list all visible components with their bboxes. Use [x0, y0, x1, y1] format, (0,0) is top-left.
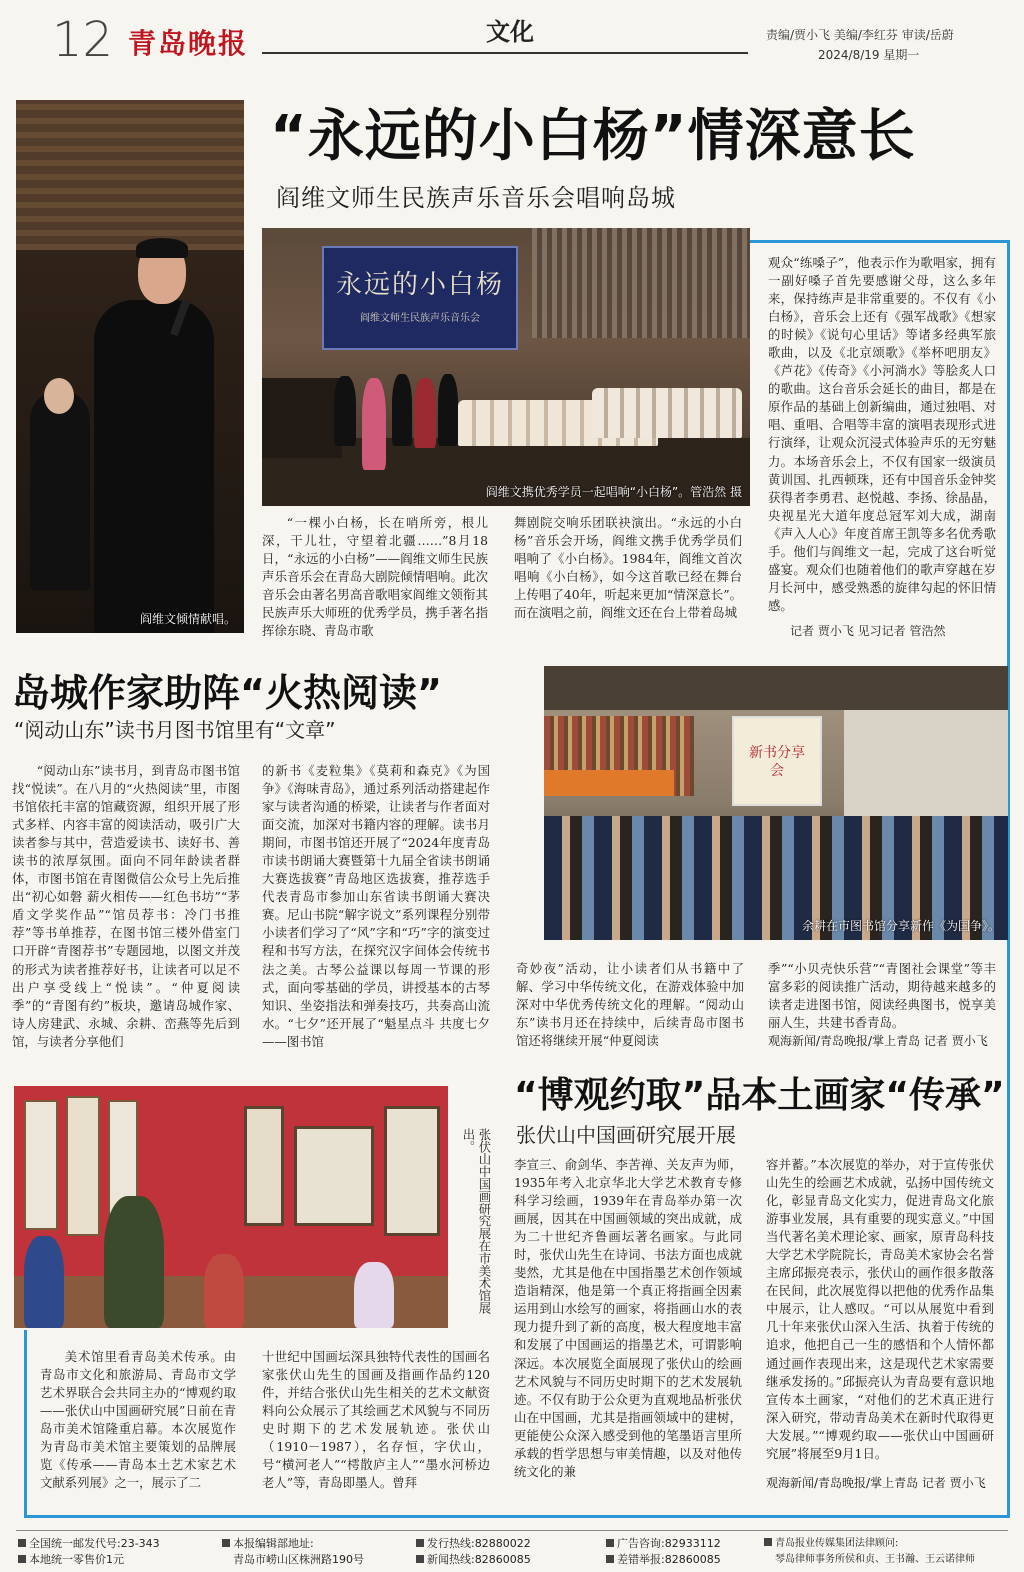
photo-singer-body: [94, 300, 214, 633]
photo-scroll-painting: [66, 1096, 100, 1236]
projection-screen: [732, 716, 822, 806]
footer-block-2: [222, 1536, 412, 1568]
article1-column-3: [768, 254, 996, 622]
article3-column-3: [514, 1156, 742, 1508]
photo-caption: 阎维文倾情献唱。: [139, 612, 236, 626]
article3-text: 李宣三、俞剑华、李苦禅、关友声为师，1935年考入北京华北大学艺术教育专修科学习绘画，1939年在青岛举办第一次画展，因其在中国画领域的突出成就，成为二十世纪齐鲁画坛著名画家。与此同时，张伏山先生在诗词、书法方面也成就斐然，尤其是他在中国指墨艺术创作领域造诣精深，他是第一个真正将指画全因素运用到山水绘写的画家，将指画山水的表现力提升到了新的高度，极大程度地丰富和发展了中国画运的指墨艺术，可谓影响深远。本次展览全面展现了张伏山的绘画艺术风貌与不同历史时期下的艺术发展轨迹。不仅有助于公众更为直观地品析张伏山在中国画，尤其是指画领域中的建树，更能使公众深入感受到他的笔墨语言里所承载的哲学思想与审美情趣，以及对他传统文化的兼: [514, 1157, 742, 1479]
photo-framed-painting: [384, 1106, 440, 1236]
article3-column-4: [766, 1156, 994, 1472]
article3-column-2: [262, 1348, 490, 1508]
footer-item: 差错举报:82860085: [606, 1552, 756, 1568]
photo-caption: 阎维文携优秀学员一起唱响“小白杨”。管浩然 摄: [485, 485, 742, 499]
footer-item: 全国统一邮发代号:23-343: [18, 1536, 208, 1552]
photo-visitor: [354, 1262, 394, 1328]
gallery-photo: [14, 1086, 448, 1328]
photo-musician-face: [44, 378, 74, 414]
issue-date: 2024/8/19 星期一: [818, 48, 920, 62]
photo-framed-painting: [244, 1106, 284, 1226]
headline-1: “永远的小白杨”情深意长: [270, 104, 916, 169]
photo-musician: [30, 390, 90, 590]
page-number: 12: [52, 12, 114, 68]
photo-performer: [392, 374, 412, 446]
stage-orchestra: [262, 378, 342, 458]
footer-item: 本地统一零售价1元: [18, 1552, 208, 1568]
photo-orange-wall: [544, 770, 674, 796]
article3-byline: 观海新闻/青岛晚报/掌上青岛 记者 贾小飞: [766, 1476, 986, 1490]
footer-item: 广告咨询:82933112: [606, 1536, 756, 1552]
footer-block-3: [416, 1536, 596, 1568]
footer-block-1: [18, 1536, 208, 1568]
article1-column-2: [514, 514, 742, 638]
photo-singer-hair: [136, 238, 188, 258]
article2-text: “阅动山东”读书月，到青岛市图书馆找“悦读”。在八月的“火热阅读”里，市图书馆依托丰富的馆藏资源，组织开展了形式多样、内容丰富的阅读活动，吸引广大读者参与其中，营造爱读书、读好书、善读书的浓厚氛围。面向不同年龄读者群体，市图书馆在青图微信公众号上先后推出“初心如磐 薪火相传——红色书坊”“茅盾文学奖作品”“馆员荐书：冷门书推荐”等书单推荐，在图书馆三楼外借室门口开辟“青图荐书”专题园地，以图文并茂的形式为读者推荐好书，让读者可以足不出户享受线上“悦读”。“仲夏阅读季”的“青图有约”板块，邀请岛城作家、诗人房建武、永城、余耕、峦燕等先后到馆，与读者分享他们: [12, 763, 240, 1049]
concert-banner: [322, 246, 518, 350]
photo-performer: [362, 378, 386, 470]
footer-item: 新闻热线:82860085: [416, 1552, 596, 1568]
photo-scroll-painting: [24, 1100, 58, 1230]
photo-organ-pipes: [532, 228, 750, 338]
article2-column-3: [516, 960, 744, 1050]
article1-text: 观众“练嗓子”，他表示作为歌唱家，拥有一副好嗓子首先要感谢父母，这么多年来，保持练声是非常重要的。不仅有《小白杨》，音乐会上还有《强军战歌》《想家的时候》《说句心里话》等诸多经典军旅歌曲，以及《北京颂歌》《举杯吧朋友》《芦花》《传奇》《小河淌水》等脍炙人口的歌曲。这台音乐会延长的曲目，都是在原作品的基础上创新编曲，通过独唱、对唱、重唱、合唱等丰富的演唱表现形式进行演绎，让观众沉浸式体验声乐的无穷魅力。本场音乐会上，不仅有国家一级演员黄训国、扎西顿珠，还有中国音乐金钟奖获得者李勇君、赵悦越、李扬、徐晶晶，央视星光大道年度总冠军刘大成，湖南《声入人心》年度首席王凯等多名优秀歌手。他们与阎维文一起，完成了这台听觉盛宴。观众们也随着他们的歌声穿越在岁月长河中，感受熟悉的旋律勾起的怀旧情感。: [768, 255, 996, 613]
photo-wall-right: [844, 710, 1008, 830]
footer-rule: [16, 1530, 1008, 1531]
photo-visitor: [204, 1254, 244, 1328]
singer-photo: [16, 100, 244, 633]
newspaper-logo: 青岛晚报: [128, 27, 249, 60]
photo-child-row: [592, 388, 742, 438]
photo-performer: [414, 378, 436, 448]
footer-item: 青岛报业传媒集团法律顾问:: [764, 1536, 1014, 1552]
screen-text: 新书分享会: [749, 745, 805, 779]
article2-column-2: [262, 762, 490, 1056]
frame-bottom-rule: [24, 1515, 1010, 1518]
subheadline-2: “阅动山东”读书月图书馆里有“文章”: [14, 718, 336, 742]
footer-item: 本报编辑部地址:: [222, 1536, 412, 1552]
footer-block-5: [764, 1536, 1014, 1568]
photo-caption: 余耕在市图书馆分享新作《为国争》。: [801, 919, 1000, 933]
library-photo: [544, 666, 1008, 940]
article2-text: 季”“小贝壳快乐营”“青图社会课堂”等丰富多彩的阅读推广活动，期待越来越多的读者走进图书馆，阅读经典图书，悦享美丽人生，共建书香青岛。: [768, 961, 996, 1031]
article2-text: 的新书《麦粒集》《莫莉和森克》《为国争》《海味青岛》，通过系列活动搭建起作家与读者沟通的桥梁，让读者与作者面对面交流，加深对书籍内容的理解。读书月期间，市图书馆还开展了“2024年度青岛市读书朗诵大赛暨第十九届全省读书朗诵大赛选拔赛”青岛地区选拔赛，推荐选手代表青岛市参加山东省读书朗诵大赛决赛。尼山书院“解字说文”系列课程分别带小读者们学习了“风”字和“巧”字的演变过程和书写方法，在探究汉字间体会传统书法之美。古琴公益课以每周一节课的形式，面向零基础的学员，讲授基本的古琴知识、坐姿指法和弹奏技巧，共奏高山流水。“七夕”还开展了“魁星点斗 共度七夕——图书馆: [262, 763, 490, 1049]
footer-item: 发行热线:82880022: [416, 1536, 596, 1552]
article2-text: 奇妙夜”活动，让小读者们从书籍中了解、学习中华传统文化，在游戏体验中加深对中华优秀传统文化的理解。“阅动山东”读书月还在持续中，后续青岛市图书馆还将继续开展“仲夏阅读: [516, 961, 744, 1049]
photo-visitor: [104, 1196, 164, 1328]
photo-performer: [438, 374, 458, 446]
photo-framed-painting: [294, 1126, 374, 1226]
article3-column-1: [40, 1348, 236, 1508]
headline-2: 岛城作家助阵“火热阅读”: [12, 671, 442, 715]
article2-byline: 观海新闻/青岛晚报/掌上青岛 记者 贾小飞: [768, 1034, 988, 1048]
banner-title: 永远的小白杨: [335, 270, 504, 300]
subheadline-1: 阎维文师生民族声乐音乐会唱响岛城: [276, 184, 676, 212]
photo-ceiling: [544, 666, 1008, 710]
frame-top-rule: [748, 240, 1010, 243]
photo-wood-panels: [16, 100, 244, 250]
article3-text: 美术馆里看青岛美术传承。由青岛市文化和旅游局、青岛市文学艺术界联合会共同主办的“博观约取——张伏山中国画研究展”日前在青岛市美术馆隆重启幕。本次展览作为青岛市美术馆主要策划的品牌展览《传承——青岛本土艺术家艺术文献系列展》之一，展示了二: [40, 1349, 236, 1491]
gallery-photo-caption: 张伏山中国画研究展在市美术馆展出。: [461, 1128, 492, 1314]
article3-text: 十世纪中国画坛深具独特代表性的国画名家张伏山先生的国画及指画作品约120件，并结合张伏山先生相关的艺术文献资料向公众展示了其绘画艺术风貌与不同历史时期下的艺术发展轨迹。张伏山（1910－1987），名存恒，字伏山，号“横河老人”“樗散庐主人”“墨水河桥边老人”等，青岛即墨人。曾拜: [262, 1349, 490, 1491]
article2-column-1: [12, 762, 240, 1056]
article2-column-4: [768, 960, 996, 1032]
photo-visitor: [24, 1236, 64, 1328]
footer-item: 琴岛律师事务所侯和贞、王书瀚、王云诺律师: [775, 1554, 975, 1565]
concert-photo: [262, 228, 750, 506]
editor-credits: 责编/贾小飞 美编/李红芬 审读/岳蔚: [766, 28, 954, 42]
article1-text: “一棵小白杨，长在哨所旁，根儿深，干儿壮，守望着北疆……”8月18日，“永远的小白杨”——阎维文师生民族声乐音乐会在青岛大剧院倾情唱响。此次音乐会由著名男高音歌唱家阎维文领衔其民族声乐大师班的优秀学员，携手著名指挥徐东晓、青岛市歌: [262, 515, 488, 638]
footer-block-4: [606, 1536, 756, 1568]
frame-left-rule: [24, 1330, 27, 1518]
headline-3: “博观约取”品本土画家“传承”: [514, 1075, 1005, 1116]
footer-item: 青岛市崂山区株洲路190号: [233, 1553, 364, 1566]
banner-subtitle: 阎维文师生民族声乐音乐会: [360, 313, 480, 324]
article1-byline: 记者 贾小飞 见习记者 管浩然: [790, 624, 946, 638]
subheadline-3: 张伏山中国画研究展开展: [516, 1123, 736, 1147]
article3-text: 容并蓄。”本次展览的举办，对于宣传张伏山先生的绘画艺术成就，弘扬中国传统文化，彰显青岛文化实力，促进青岛文化旅游事业发展，具有重要的现实意义。”中国当代著名美术理论家、画家，原青岛科技大学艺术学院院长，青岛美术家协会名誉主席邱振亮表示，张伏山的画作很多散落在民间，此次展览得以把他的优秀作品集中展示，让人感叹。“可以从展览中看到几十年来张伏山深入生活、执着于传统的追求，他把自己一生的感悟和个人情怀都通过画作表现出来，这是现代艺术家需要继承发扬的。”邱振亮认为青岛要有意识地宣传本土画家，“对他们的艺术真正进行深入研究，带动青岛美术在新时代取得更大发展。”“博观约取——张伏山中国画研究展”将展至9月1日。: [766, 1157, 994, 1461]
article1-text: 舞剧院交响乐团联袂演出。“永远的小白杨”音乐会开场，阎维文携手优秀学员们唱响了《小白杨》。1984年，阎维文首次唱响《小白杨》，如今这首歌已经在舞台上传唱了40年，听起来更加“情深意长”。而在演唱之前，阎维文还在台上带着岛城: [514, 515, 742, 621]
photo-performer: [334, 376, 356, 446]
section-title: 文化: [486, 18, 534, 46]
article1-column-1: [262, 514, 488, 638]
header-rule: [262, 52, 748, 54]
